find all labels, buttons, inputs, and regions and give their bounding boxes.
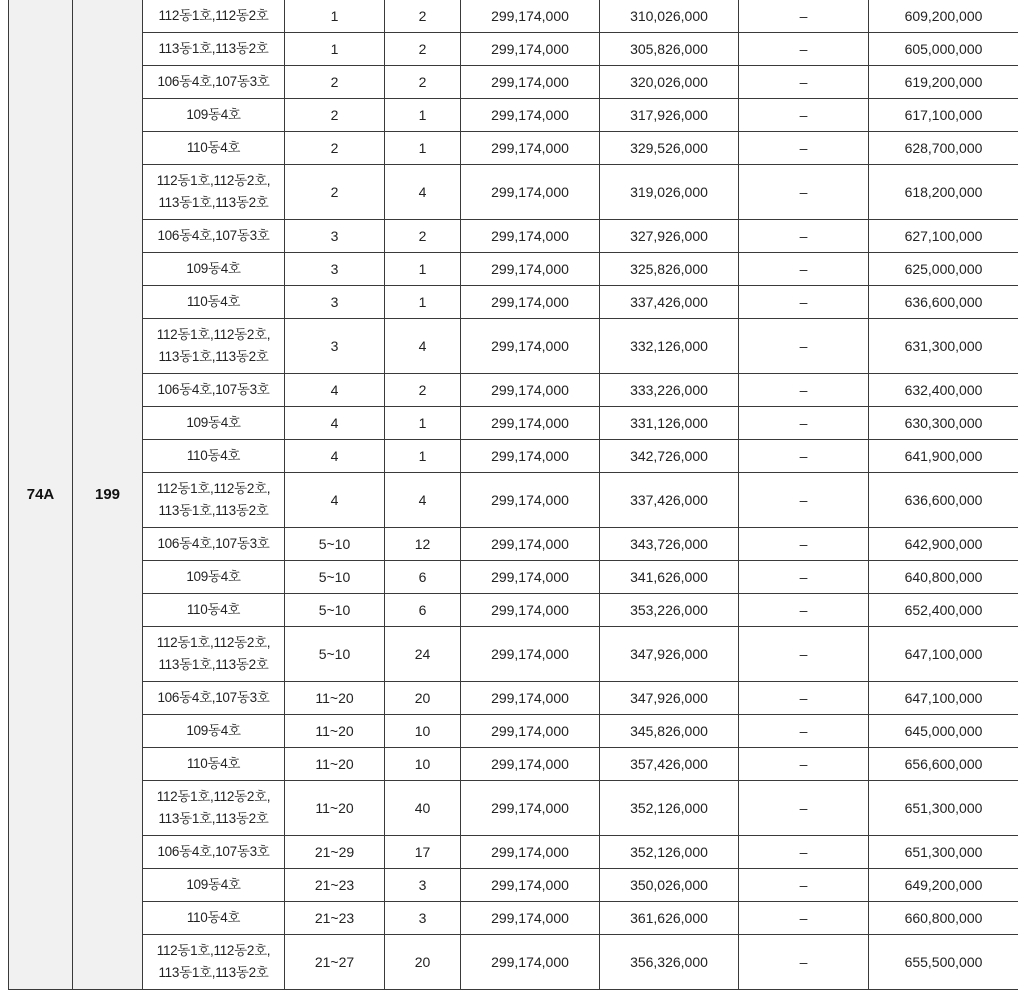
land-price-cell: 299,174,000 [461, 748, 600, 781]
option-cell: – [739, 869, 869, 902]
dong-unit-line: 106동4호,107동3호 [157, 844, 270, 859]
dong-unit-line: 110동4호 [186, 140, 241, 155]
unit-count-cell: 1 [385, 253, 461, 286]
land-price-cell: 299,174,000 [461, 319, 600, 374]
land-price-cell: 299,174,000 [461, 132, 600, 165]
dong-unit-cell [143, 627, 285, 682]
dong-unit-line: 110동4호 [186, 910, 241, 925]
building-price-cell: 332,126,000 [600, 319, 739, 374]
unit-count-cell: 1 [385, 132, 461, 165]
building-price-cell: 337,426,000 [600, 473, 739, 528]
dong-unit-cell [143, 165, 285, 220]
total-price-cell: 628,700,000 [869, 132, 1018, 165]
unit-count-cell: 10 [385, 715, 461, 748]
land-price-cell: 299,174,000 [461, 220, 600, 253]
unit-count-cell: 2 [385, 374, 461, 407]
dong-unit-line: 112동1호,112동2호, [156, 481, 271, 496]
dong-unit-line: 106동4호,107동3호 [157, 228, 270, 243]
option-cell: – [739, 561, 869, 594]
floor-cell: 3 [285, 220, 385, 253]
dong-unit-line: 112동1호,112동2호 [158, 8, 269, 23]
dong-unit-line: 112동1호,112동2호, [156, 635, 271, 650]
floor-cell: 11~20 [285, 715, 385, 748]
unit-count-cell: 6 [385, 561, 461, 594]
total-price-cell: 627,100,000 [869, 220, 1018, 253]
table-row [9, 748, 1018, 781]
table-row [9, 869, 1018, 902]
dong-unit-cell [143, 902, 285, 935]
option-cell: – [739, 902, 869, 935]
table-row [9, 220, 1018, 253]
dong-unit-line: 109동4호 [186, 415, 241, 430]
option-cell: – [739, 253, 869, 286]
table-row [9, 407, 1018, 440]
floor-cell: 4 [285, 473, 385, 528]
total-price-cell: 647,100,000 [869, 682, 1018, 715]
dong-unit-line: 113동1호,113동2호 [158, 503, 269, 518]
table-row [9, 165, 1018, 220]
land-price-cell: 299,174,000 [461, 473, 600, 528]
floor-cell: 1 [285, 33, 385, 66]
option-cell: – [739, 935, 869, 990]
floor-cell: 4 [285, 407, 385, 440]
option-cell: – [739, 165, 869, 220]
table-row [9, 66, 1018, 99]
table-row [9, 473, 1018, 528]
unit-count-cell: 1 [385, 440, 461, 473]
option-cell: – [739, 0, 869, 33]
total-price-cell: 630,300,000 [869, 407, 1018, 440]
building-price-cell: 329,526,000 [600, 132, 739, 165]
option-cell: – [739, 627, 869, 682]
table-row [9, 528, 1018, 561]
total-price-cell: 636,600,000 [869, 473, 1018, 528]
dong-unit-cell [143, 748, 285, 781]
building-price-cell: 352,126,000 [600, 836, 739, 869]
total-price-cell: 618,200,000 [869, 165, 1018, 220]
dong-unit-line: 112동1호,112동2호, [156, 943, 271, 958]
dong-unit-line: 110동4호 [186, 294, 241, 309]
table-row [9, 253, 1018, 286]
option-cell: – [739, 407, 869, 440]
price-table [8, 0, 1018, 990]
land-price-cell: 299,174,000 [461, 715, 600, 748]
total-price-cell: 647,100,000 [869, 627, 1018, 682]
dong-unit-cell [143, 561, 285, 594]
land-price-cell: 299,174,000 [461, 99, 600, 132]
land-price-cell: 299,174,000 [461, 374, 600, 407]
table-row [9, 374, 1018, 407]
dong-unit-line: 109동4호 [186, 107, 241, 122]
total-price-cell: 651,300,000 [869, 781, 1018, 836]
dong-unit-cell [143, 253, 285, 286]
total-price-cell: 649,200,000 [869, 869, 1018, 902]
unit-count-cell: 12 [385, 528, 461, 561]
total-price-cell: 656,600,000 [869, 748, 1018, 781]
building-price-cell: 361,626,000 [600, 902, 739, 935]
option-cell: – [739, 836, 869, 869]
building-price-cell: 333,226,000 [600, 374, 739, 407]
building-price-cell: 356,326,000 [600, 935, 739, 990]
floor-cell: 3 [285, 319, 385, 374]
building-price-cell: 305,826,000 [600, 33, 739, 66]
total-price-cell: 617,100,000 [869, 99, 1018, 132]
dong-unit-cell [143, 374, 285, 407]
floor-cell: 1 [285, 0, 385, 33]
unit-count-cell: 20 [385, 682, 461, 715]
option-cell: – [739, 99, 869, 132]
dong-unit-line: 112동1호,112동2호, [156, 789, 271, 804]
dong-unit-line: 109동4호 [186, 261, 241, 276]
floor-cell: 21~29 [285, 836, 385, 869]
dong-unit-cell [143, 66, 285, 99]
dong-unit-cell [143, 319, 285, 374]
dong-unit-line: 110동4호 [186, 448, 241, 463]
land-price-cell: 299,174,000 [461, 902, 600, 935]
housing-type-cell: 74A [9, 0, 73, 990]
total-price-cell: 636,600,000 [869, 286, 1018, 319]
land-price-cell: 299,174,000 [461, 682, 600, 715]
table-row [9, 132, 1018, 165]
table-row [9, 319, 1018, 374]
option-cell: – [739, 682, 869, 715]
dong-unit-line: 106동4호,107동3호 [157, 382, 270, 397]
floor-cell: 21~23 [285, 869, 385, 902]
option-cell: – [739, 132, 869, 165]
land-price-cell: 299,174,000 [461, 66, 600, 99]
unit-count-cell: 2 [385, 220, 461, 253]
dong-unit-line: 113동1호,113동2호 [158, 349, 269, 364]
total-price-cell: 651,300,000 [869, 836, 1018, 869]
dong-unit-cell [143, 440, 285, 473]
option-cell: – [739, 440, 869, 473]
dong-unit-line: 113동1호,113동2호 [158, 657, 269, 672]
total-price-cell: 655,500,000 [869, 935, 1018, 990]
unit-count-cell: 40 [385, 781, 461, 836]
floor-cell: 4 [285, 374, 385, 407]
total-price-cell: 660,800,000 [869, 902, 1018, 935]
dong-unit-line: 106동4호,107동3호 [157, 74, 270, 89]
dong-unit-line: 106동4호,107동3호 [157, 536, 270, 551]
table-row [9, 33, 1018, 66]
building-price-cell: 327,926,000 [600, 220, 739, 253]
unit-count-cell: 2 [385, 0, 461, 33]
unit-count-cell: 2 [385, 66, 461, 99]
building-price-cell: 310,026,000 [600, 0, 739, 33]
floor-cell: 3 [285, 286, 385, 319]
dong-unit-cell [143, 836, 285, 869]
dong-unit-cell [143, 99, 285, 132]
unit-count-cell: 20 [385, 935, 461, 990]
land-price-cell: 299,174,000 [461, 440, 600, 473]
dong-unit-cell [143, 220, 285, 253]
building-price-cell: 352,126,000 [600, 781, 739, 836]
unit-count-cell: 4 [385, 473, 461, 528]
dong-unit-cell [143, 715, 285, 748]
building-price-cell: 317,926,000 [600, 99, 739, 132]
building-price-cell: 341,626,000 [600, 561, 739, 594]
unit-count-cell: 1 [385, 286, 461, 319]
building-price-cell: 345,826,000 [600, 715, 739, 748]
total-units-cell: 199 [73, 0, 143, 990]
dong-unit-cell [143, 286, 285, 319]
option-cell: – [739, 319, 869, 374]
dong-unit-cell [143, 407, 285, 440]
floor-cell: 5~10 [285, 594, 385, 627]
building-price-cell: 319,026,000 [600, 165, 739, 220]
land-price-cell: 299,174,000 [461, 0, 600, 33]
unit-count-cell: 4 [385, 165, 461, 220]
floor-cell: 2 [285, 99, 385, 132]
option-cell: – [739, 594, 869, 627]
dong-unit-cell [143, 781, 285, 836]
total-price-cell: 652,400,000 [869, 594, 1018, 627]
building-price-cell: 350,026,000 [600, 869, 739, 902]
dong-unit-cell [143, 869, 285, 902]
option-cell: – [739, 528, 869, 561]
option-cell: – [739, 473, 869, 528]
dong-unit-cell [143, 594, 285, 627]
land-price-cell: 299,174,000 [461, 561, 600, 594]
land-price-cell: 299,174,000 [461, 253, 600, 286]
dong-unit-line: 110동4호 [186, 756, 241, 771]
floor-cell: 11~20 [285, 781, 385, 836]
unit-count-cell: 17 [385, 836, 461, 869]
dong-unit-cell [143, 682, 285, 715]
dong-unit-cell [143, 935, 285, 990]
dong-unit-line: 113동1호,113동2호 [158, 41, 269, 56]
floor-cell: 3 [285, 253, 385, 286]
dong-unit-line: 113동1호,113동2호 [158, 811, 269, 826]
dong-unit-line: 106동4호,107동3호 [157, 690, 270, 705]
building-price-cell: 347,926,000 [600, 682, 739, 715]
unit-count-cell: 6 [385, 594, 461, 627]
total-price-cell: 641,900,000 [869, 440, 1018, 473]
floor-cell: 5~10 [285, 528, 385, 561]
floor-cell: 5~10 [285, 627, 385, 682]
option-cell: – [739, 781, 869, 836]
dong-unit-line: 113동1호,113동2호 [158, 965, 269, 980]
dong-unit-cell [143, 0, 285, 33]
price-table-container [8, 0, 1018, 990]
total-price-cell: 632,400,000 [869, 374, 1018, 407]
land-price-cell: 299,174,000 [461, 781, 600, 836]
land-price-cell: 299,174,000 [461, 869, 600, 902]
option-cell: – [739, 748, 869, 781]
option-cell: – [739, 33, 869, 66]
dong-unit-line: 112동1호,112동2호, [156, 173, 271, 188]
dong-unit-cell [143, 132, 285, 165]
building-price-cell: 343,726,000 [600, 528, 739, 561]
building-price-cell: 337,426,000 [600, 286, 739, 319]
building-price-cell: 320,026,000 [600, 66, 739, 99]
total-price-cell: 642,900,000 [869, 528, 1018, 561]
floor-cell: 2 [285, 132, 385, 165]
floor-cell: 11~20 [285, 682, 385, 715]
dong-unit-line: 109동4호 [186, 723, 241, 738]
land-price-cell: 299,174,000 [461, 935, 600, 990]
total-price-cell: 619,200,000 [869, 66, 1018, 99]
total-price-cell: 640,800,000 [869, 561, 1018, 594]
table-row [9, 715, 1018, 748]
building-price-cell: 353,226,000 [600, 594, 739, 627]
table-row [9, 781, 1018, 836]
land-price-cell: 299,174,000 [461, 165, 600, 220]
unit-count-cell: 3 [385, 902, 461, 935]
table-row [9, 0, 1018, 33]
total-price-cell: 609,200,000 [869, 0, 1018, 33]
table-row [9, 99, 1018, 132]
option-cell: – [739, 715, 869, 748]
land-price-cell: 299,174,000 [461, 627, 600, 682]
land-price-cell: 299,174,000 [461, 594, 600, 627]
table-row [9, 682, 1018, 715]
building-price-cell: 347,926,000 [600, 627, 739, 682]
unit-count-cell: 24 [385, 627, 461, 682]
total-price-cell: 631,300,000 [869, 319, 1018, 374]
floor-cell: 21~27 [285, 935, 385, 990]
unit-count-cell: 4 [385, 319, 461, 374]
floor-cell: 2 [285, 66, 385, 99]
price-table-body [9, 0, 1018, 990]
table-row [9, 836, 1018, 869]
dong-unit-line: 110동4호 [186, 602, 241, 617]
dong-unit-cell [143, 33, 285, 66]
land-price-cell: 299,174,000 [461, 528, 600, 561]
unit-count-cell: 3 [385, 869, 461, 902]
option-cell: – [739, 66, 869, 99]
table-row [9, 935, 1018, 990]
dong-unit-cell [143, 528, 285, 561]
land-price-cell: 299,174,000 [461, 33, 600, 66]
building-price-cell: 357,426,000 [600, 748, 739, 781]
dong-unit-line: 109동4호 [186, 877, 241, 892]
unit-count-cell: 1 [385, 99, 461, 132]
unit-count-cell: 1 [385, 407, 461, 440]
floor-cell: 11~20 [285, 748, 385, 781]
unit-count-cell: 2 [385, 33, 461, 66]
land-price-cell: 299,174,000 [461, 407, 600, 440]
floor-cell: 2 [285, 165, 385, 220]
building-price-cell: 342,726,000 [600, 440, 739, 473]
dong-unit-line: 112동1호,112동2호, [156, 327, 271, 342]
total-price-cell: 625,000,000 [869, 253, 1018, 286]
building-price-cell: 331,126,000 [600, 407, 739, 440]
option-cell: – [739, 374, 869, 407]
floor-cell: 5~10 [285, 561, 385, 594]
dong-unit-cell [143, 473, 285, 528]
option-cell: – [739, 286, 869, 319]
table-row [9, 902, 1018, 935]
table-row [9, 286, 1018, 319]
dong-unit-line: 109동4호 [186, 569, 241, 584]
total-price-cell: 645,000,000 [869, 715, 1018, 748]
land-price-cell: 299,174,000 [461, 286, 600, 319]
table-row [9, 561, 1018, 594]
land-price-cell: 299,174,000 [461, 836, 600, 869]
table-row [9, 440, 1018, 473]
floor-cell: 21~23 [285, 902, 385, 935]
table-row [9, 627, 1018, 682]
unit-count-cell: 10 [385, 748, 461, 781]
table-row [9, 594, 1018, 627]
total-price-cell: 605,000,000 [869, 33, 1018, 66]
option-cell: – [739, 220, 869, 253]
dong-unit-line: 113동1호,113동2호 [158, 195, 269, 210]
building-price-cell: 325,826,000 [600, 253, 739, 286]
floor-cell: 4 [285, 440, 385, 473]
